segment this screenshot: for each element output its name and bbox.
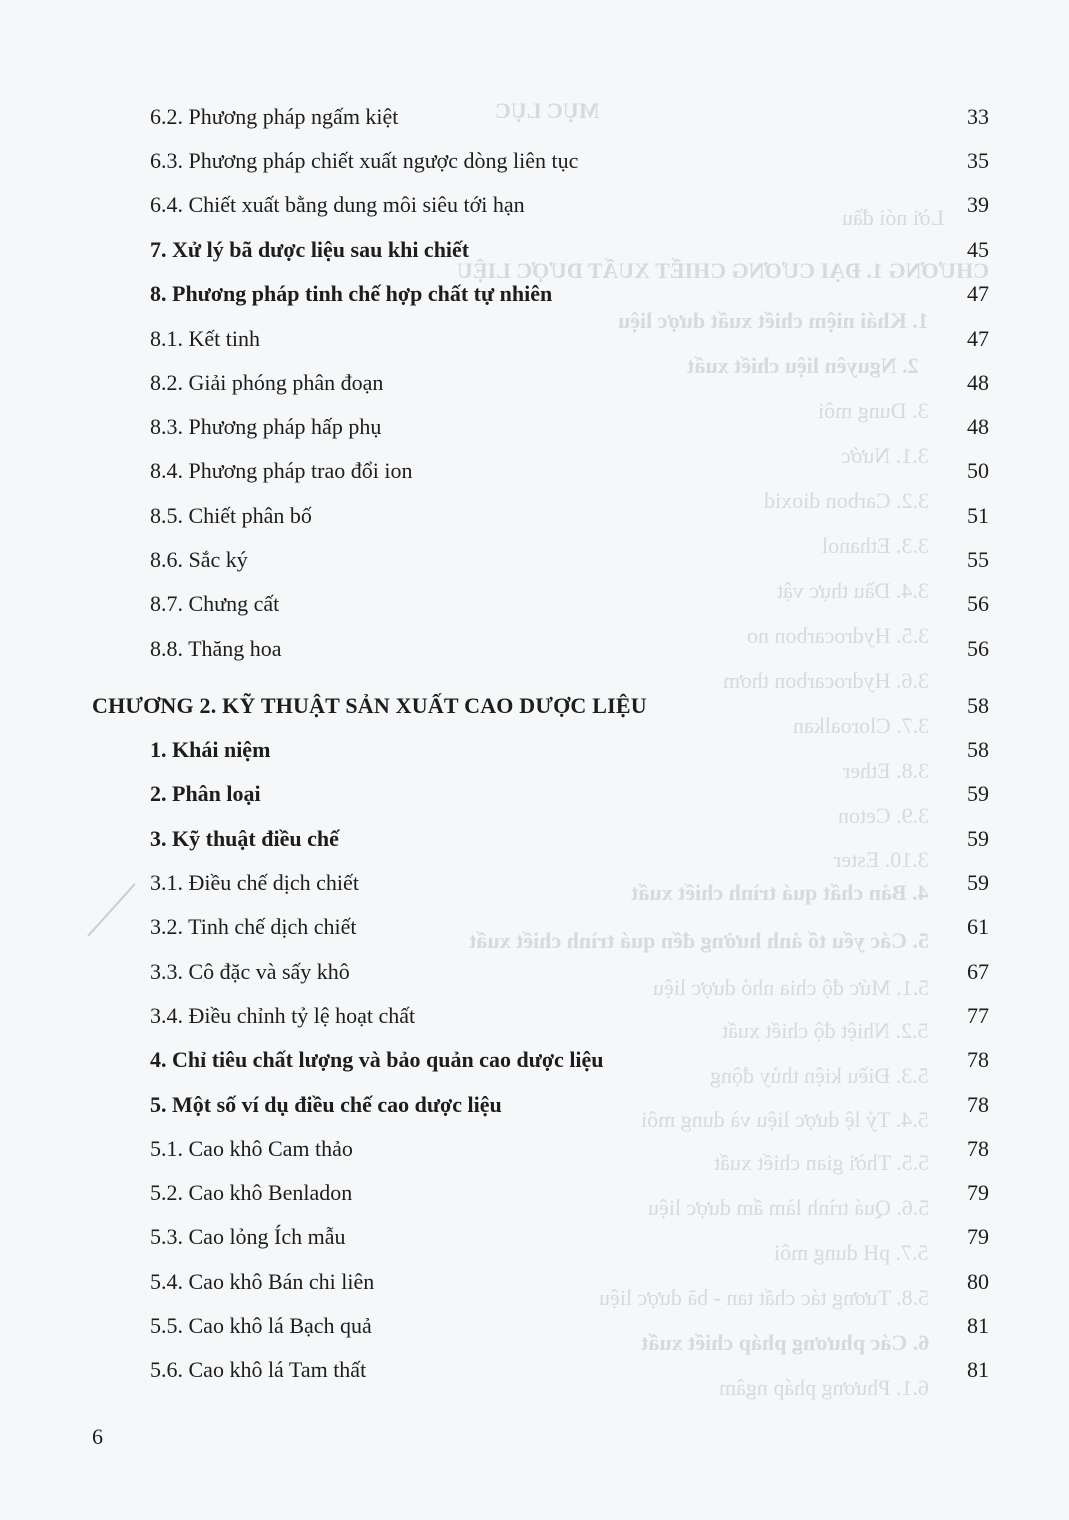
- toc-entry-title: 8.6. Sắc ký: [150, 547, 248, 572]
- toc-entry-page: 59: [967, 781, 989, 806]
- toc-entry: [0, 1224, 1069, 1264]
- toc-entry-page: 81: [967, 1357, 989, 1382]
- toc-entry-page: 55: [967, 547, 989, 572]
- toc-entry-page: 51: [967, 503, 989, 528]
- toc-entry-title: 5.5. Cao khô lá Bạch quả: [150, 1313, 372, 1338]
- toc-entry: [0, 1180, 1069, 1220]
- toc-entry-title: 6.3. Phương pháp chiết xuất ngược dòng liên tục: [150, 148, 579, 173]
- toc-entry: [0, 870, 1069, 910]
- toc-entry-page: 47: [967, 281, 989, 306]
- show-through-text: 5.8. Tương tác chất tan - bã dược liệu: [598, 1285, 929, 1310]
- toc-entry-page: 67: [967, 959, 989, 984]
- show-through-text: CHƯƠNG 1. ĐẠI CƯƠNG CHIẾT XUẤT DƯỢC LIỆU: [456, 258, 989, 283]
- toc-entry-title: 2. Phân loại: [150, 781, 261, 806]
- toc-entry: [0, 636, 1069, 676]
- toc-chapter-heading: [0, 693, 1069, 733]
- toc-entry-page: 47: [967, 326, 989, 351]
- toc-entry: [0, 326, 1069, 366]
- toc-entry: [0, 737, 1069, 777]
- toc-entry: [0, 281, 1069, 321]
- toc-entry-page: 48: [967, 370, 989, 395]
- show-through-text: 2. Nguyên liệu chiết xuất: [687, 353, 919, 378]
- show-through-text: 3. Dung môi: [818, 398, 929, 423]
- show-through-text: 3.10. Ester: [834, 847, 929, 872]
- toc-entry: [0, 1136, 1069, 1176]
- toc-entry-page: 81: [967, 1313, 989, 1338]
- show-through-text: 5. Các yếu tố ảnh hưởng đến quá trình chiết xuất: [469, 928, 929, 953]
- toc-entry-title: 3.2. Tinh chế dịch chiết: [150, 914, 357, 939]
- toc-entry-title: 8.4. Phương pháp trao đổi ion: [150, 458, 413, 483]
- toc-entry: [0, 781, 1069, 821]
- toc-entry-title: 1. Khái niệm: [150, 737, 271, 762]
- show-through-text: 5.5. Thời gian chiết xuất: [713, 1150, 929, 1175]
- show-through-text: 3.7. Cloroalkan: [792, 713, 929, 738]
- toc-entry-title: 3.4. Điều chỉnh tỷ lệ hoạt chất: [150, 1003, 416, 1028]
- toc-entry-title: 5.1. Cao khô Cam thảo: [150, 1136, 353, 1161]
- toc-entry: [0, 414, 1069, 454]
- toc-entry-page: 45: [967, 237, 989, 262]
- show-through-text: 1. Khái niệm chiết xuất dược liệu: [618, 308, 929, 333]
- toc-entry-title: 3.3. Cô đặc và sấy khô: [150, 959, 350, 984]
- toc-entry-title: 6.2. Phương pháp ngấm kiệt: [150, 104, 399, 129]
- toc-entry-page: 78: [967, 1047, 989, 1072]
- toc-entry: [0, 959, 1069, 999]
- toc-entry: [0, 914, 1069, 954]
- show-through-text: 6. Các phương pháp chiết xuất: [640, 1330, 929, 1355]
- toc-entry: [0, 1003, 1069, 1043]
- show-through-text: 3.9. Ceton: [837, 803, 929, 828]
- toc-entry-page: 77: [967, 1003, 989, 1028]
- toc-entry: [0, 148, 1069, 188]
- toc-entry-title: 5. Một số ví dụ điều chế cao dược liệu: [150, 1092, 502, 1117]
- toc-entry-page: 39: [967, 192, 989, 217]
- show-through-text: 5.3. Điều kiện thủy động: [710, 1063, 929, 1088]
- show-through-text: 3.2. Carbon dioxid: [764, 488, 929, 513]
- toc-entry-title: 5.6. Cao khô lá Tam thất: [150, 1357, 367, 1382]
- toc-entry-title: 8.2. Giải phóng phân đoạn: [150, 370, 384, 395]
- show-through-text: Lời nói đầu: [841, 205, 944, 230]
- toc-entry-title: 5.3. Cao lỏng Ích mẫu: [150, 1224, 346, 1249]
- toc-entry-page: 59: [967, 870, 989, 895]
- toc-entry: [0, 1313, 1069, 1353]
- show-through-text: 3.1. Nước: [841, 443, 929, 468]
- toc-entry-title: 3. Kỹ thuật điều chế: [150, 826, 339, 851]
- toc-entry: [0, 458, 1069, 498]
- toc-entry: [0, 547, 1069, 587]
- toc-entry-title: 8. Phương pháp tinh chế hợp chất tự nhiên: [150, 281, 553, 306]
- toc-entry-page: 79: [967, 1224, 989, 1249]
- show-through-text: 4. Bản chất quá trình chiết xuất: [631, 880, 929, 905]
- toc-entry: [0, 1357, 1069, 1397]
- show-through-text: 3.5. Hydrocarbon no: [746, 623, 929, 648]
- show-through-text: 5.2. Nhiệt độ chiết xuất: [722, 1018, 929, 1043]
- toc-entry-page: 58: [967, 737, 989, 762]
- toc-entry-page: 59: [967, 826, 989, 851]
- show-through-text: 5.4. Tỷ lệ dược liệu và dung môi: [641, 1107, 929, 1132]
- toc-entry-title: 6.4. Chiết xuất bằng dung môi siêu tới hạn: [150, 192, 525, 217]
- show-through-text: 3.8. Ether: [842, 758, 929, 783]
- show-through-text: MỤC LỤC: [494, 98, 599, 123]
- toc-entry-page: 78: [967, 1092, 989, 1117]
- toc-entry-page: 79: [967, 1180, 989, 1205]
- toc-entry: [0, 1269, 1069, 1309]
- toc-entry: [0, 1047, 1069, 1087]
- show-through-text: 5.1. Mức độ chia nhỏ dược liệu: [652, 975, 929, 1000]
- toc-entry-title: 8.8. Thăng hoa: [150, 636, 282, 661]
- toc-entry-page: 56: [967, 591, 989, 616]
- toc-entry: [0, 1092, 1069, 1132]
- page-number: 6: [92, 1424, 103, 1449]
- show-through-text: 3.3. Ethanol: [822, 533, 929, 558]
- toc-entry-page: 58: [967, 693, 989, 718]
- toc-entry-page: 50: [967, 458, 989, 483]
- toc-entry-page: 56: [967, 636, 989, 661]
- show-through-text: 5.7. pH dung môi: [774, 1240, 929, 1265]
- toc-entry-title: 8.5. Chiết phân bố: [150, 503, 312, 528]
- toc-entry-title: 4. Chỉ tiêu chất lượng và bảo quản cao dược liệu: [150, 1047, 604, 1072]
- toc-entry-page: 33: [967, 104, 989, 129]
- toc-entry-title: 7. Xử lý bã dược liệu sau khi chiết: [150, 237, 470, 262]
- show-through-text: 3.6. Hydrocarbon thơm: [723, 668, 929, 693]
- toc-entry-page: 61: [967, 914, 989, 939]
- toc-entry: [0, 192, 1069, 232]
- toc-entry: [0, 591, 1069, 631]
- toc-entry-page: 48: [967, 414, 989, 439]
- show-through-text: 5.6. Quá trình làm ẩm dược liệu: [647, 1195, 929, 1220]
- toc-entry-title: 5.2. Cao khô Benladon: [150, 1180, 353, 1205]
- show-through-text: 3.4. Dầu thực vật: [777, 578, 929, 603]
- toc-entry-page: 80: [967, 1269, 989, 1294]
- toc-entry-title: 8.3. Phương pháp hấp phụ: [150, 414, 382, 439]
- toc-entry: [0, 826, 1069, 866]
- toc-entry-page: 35: [967, 148, 989, 173]
- toc-entry-page: 78: [967, 1136, 989, 1161]
- toc-entry: [0, 503, 1069, 543]
- toc-entry-title: 3.1. Điều chế dịch chiết: [150, 870, 359, 895]
- toc-entry-title: 8.7. Chưng cất: [150, 591, 280, 616]
- toc-entry-title: 8.1. Kết tinh: [150, 326, 260, 351]
- toc-entry: [0, 237, 1069, 277]
- toc-entry-title: CHƯƠNG 2. KỸ THUẬT SẢN XUẤT CAO DƯỢC LIỆU: [92, 693, 647, 718]
- toc-entry-title: 5.4. Cao khô Bán chi liên: [150, 1269, 375, 1294]
- toc-entry: [0, 370, 1069, 410]
- show-through-text: 6.1. Phương pháp ngâm: [719, 1375, 929, 1400]
- toc-entry: [0, 104, 1069, 144]
